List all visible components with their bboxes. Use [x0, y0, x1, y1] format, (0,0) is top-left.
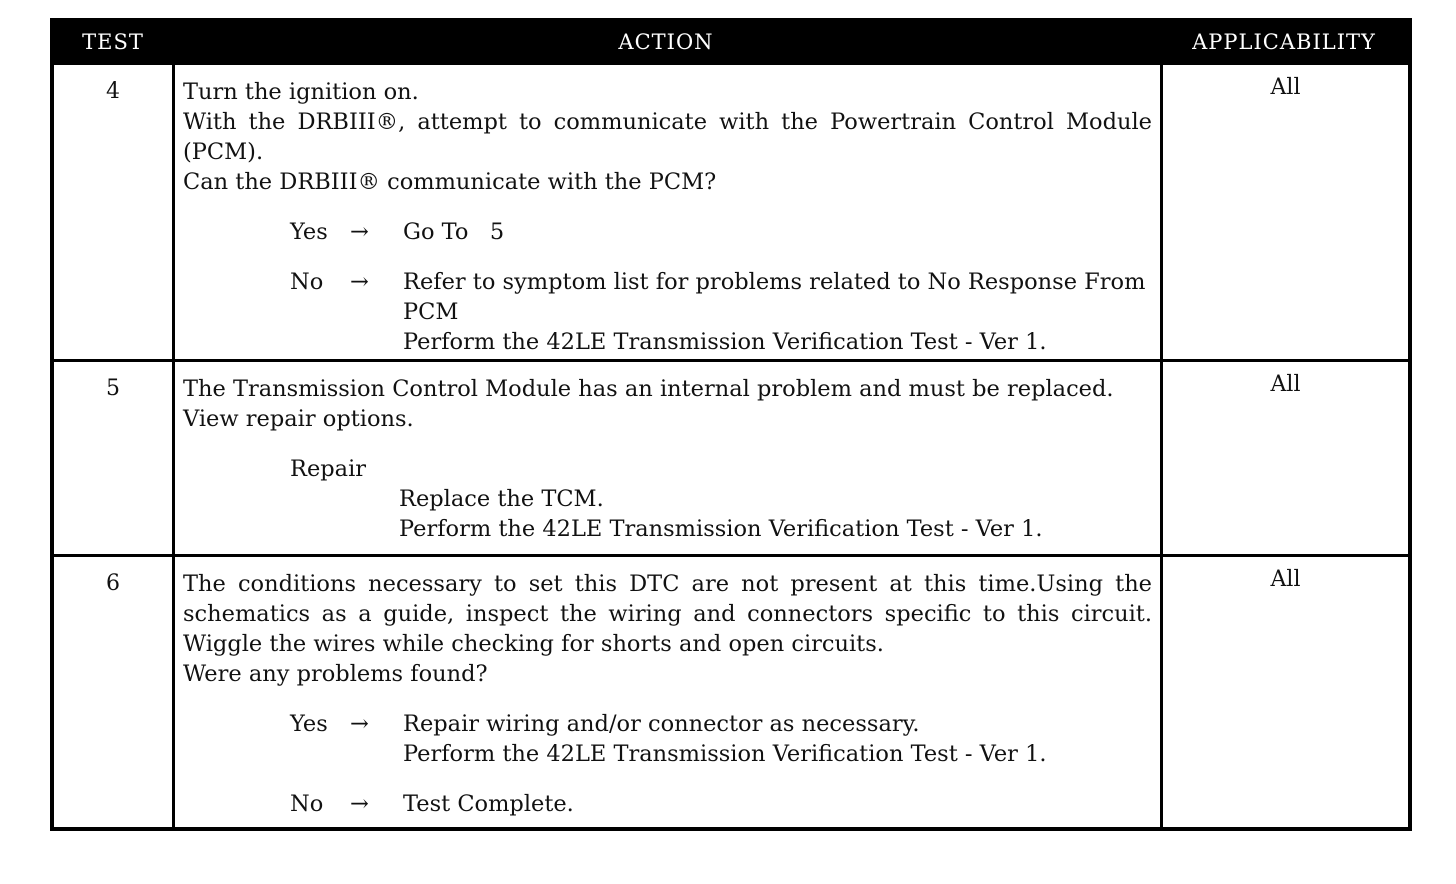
- answer-line: Refer to symptom list for problems related to No Response From: [403, 269, 1146, 295]
- answer-line: Perform the 42LE Transmission Verification Test - Ver 1.: [403, 329, 1047, 355]
- action-line: (PCM).: [183, 139, 264, 165]
- right-arrow-icon: →: [350, 219, 369, 245]
- header-applicability: APPLICABILITY: [1192, 30, 1376, 54]
- action-cell: [175, 557, 1163, 827]
- table-header: [54, 22, 1408, 62]
- applicability-cell: All: [1270, 567, 1301, 592]
- diagnostic-table: [50, 18, 1412, 831]
- action-line: Can the DRBIII® communicate with the PCM?: [183, 169, 717, 195]
- answer-line: Perform the 42LE Transmission Verification Test - Ver 1.: [403, 741, 1047, 767]
- answer-line: Test Complete.: [403, 791, 574, 817]
- action-line: View repair options.: [183, 406, 414, 432]
- answer-yes: [183, 709, 1152, 769]
- answer-key: No: [290, 269, 324, 295]
- right-arrow-icon: →: [350, 269, 369, 295]
- action-line: Were any problems found?: [183, 661, 488, 687]
- answer-line: PCM: [403, 299, 459, 325]
- answer-no: [183, 789, 1152, 819]
- answer-key: Yes: [290, 219, 328, 245]
- answer-key: No: [290, 791, 324, 817]
- right-arrow-icon: →: [350, 791, 369, 817]
- repair-label: Repair: [290, 456, 367, 482]
- repair-line: Perform the 42LE Transmission Verification Test - Ver 1.: [399, 516, 1043, 542]
- answer-yes: [183, 217, 1152, 247]
- answer-line: Go To 5: [403, 219, 505, 245]
- table-row: [54, 359, 1408, 554]
- action-cell: [175, 65, 1163, 359]
- test-number: 6: [54, 557, 175, 827]
- action-cell: [175, 362, 1163, 554]
- test-number: 5: [54, 362, 175, 554]
- answer-key: Yes: [290, 711, 328, 737]
- applicability-cell: All: [1270, 372, 1301, 397]
- action-line: schematics as a guide, inspect the wiring and connectors specific to this circuit.: [183, 601, 1152, 627]
- right-arrow-icon: →: [350, 711, 369, 737]
- test-number: 4: [54, 65, 175, 359]
- answer-line: Repair wiring and/or connector as necessary.: [403, 711, 920, 737]
- answer-no: [183, 267, 1152, 357]
- action-line: The Transmission Control Module has an internal problem and must be replaced.: [183, 376, 1114, 402]
- action-line: Turn the ignition on.: [183, 79, 419, 105]
- action-line: Wiggle the wires while checking for shorts and open circuits.: [183, 631, 884, 657]
- applicability-cell: All: [1270, 75, 1301, 100]
- table-row: [54, 554, 1408, 827]
- action-line: The conditions necessary to set this DTC are not present at this time.Using the: [183, 571, 1152, 597]
- header-test: TEST: [82, 30, 144, 54]
- header-action: ACTION: [618, 30, 714, 54]
- repair-line: Replace the TCM.: [399, 486, 604, 512]
- table-row: [54, 62, 1408, 359]
- action-line: With the DRBIII®, attempt to communicate with the Powertrain Control Module: [183, 109, 1152, 135]
